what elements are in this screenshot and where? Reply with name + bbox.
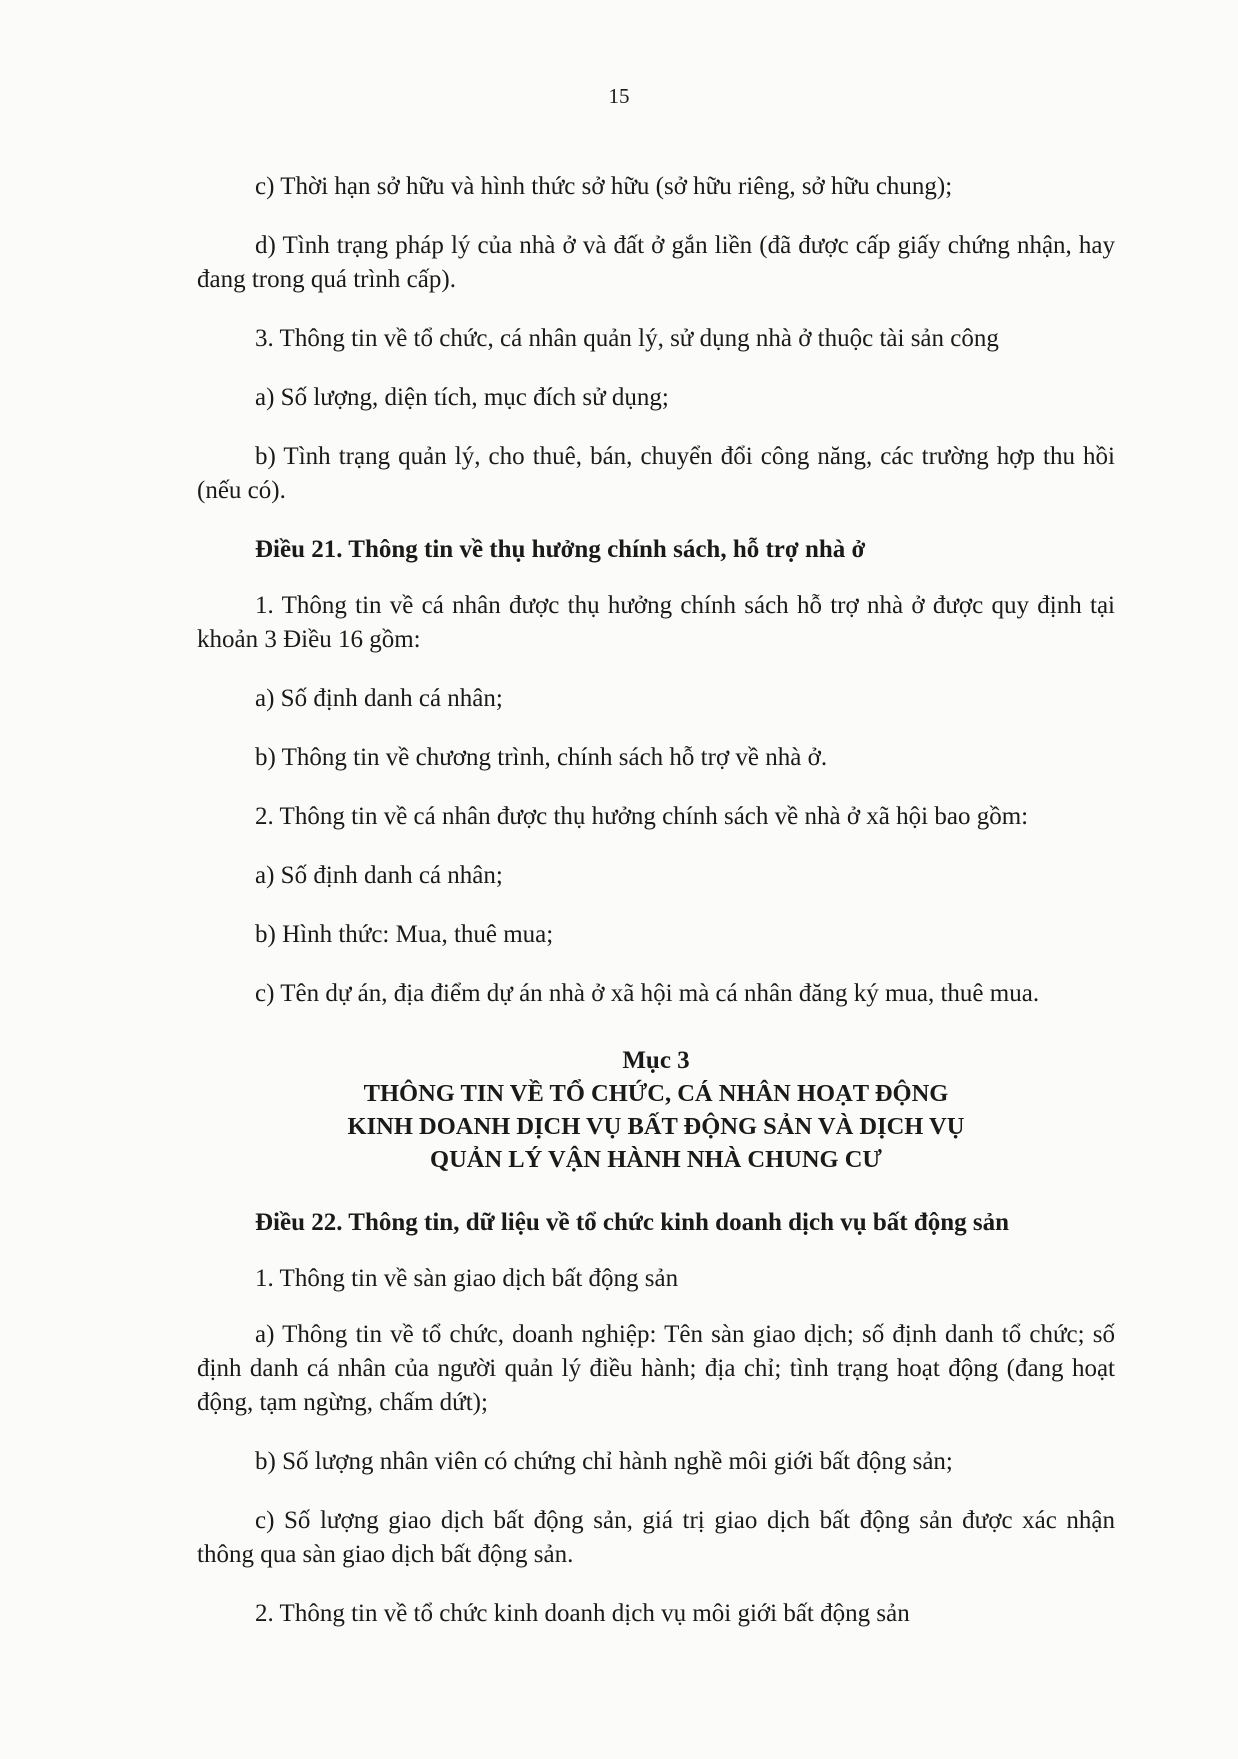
article-22-item-1c: c) Số lượng giao dịch bất động sản, giá trị giao dịch bất động sản được xác nhận thông qua sàn giao dịch bất động sản. (197, 1507, 1115, 1568)
section-title-line: KINH DOANH DỊCH VỤ BẤT ĐỘNG SẢN VÀ DỊCH VỤ (347, 1113, 965, 1140)
article-22-item-1b: b) Số lượng nhân viên có chứng chỉ hành nghề môi giới bất động sản; (255, 1448, 953, 1475)
article-21-item-1: 1. Thông tin về cá nhân được thụ hưởng chính sách hỗ trợ nhà ở được quy định tại khoản 3 Điều 16 gồm: (197, 592, 1115, 653)
document-body (197, 170, 1115, 1656)
article-22-item-2: 2. Thông tin về tổ chức kinh doanh dịch vụ môi giới bất động sản (255, 1600, 910, 1627)
article-21-item-1a: a) Số định danh cá nhân; (255, 685, 503, 712)
article-22-item-1a: a) Thông tin về tổ chức, doanh nghiệp: Tên sàn giao dịch; số định danh tổ chức; số định danh cá nhân của người quản lý điều hành; địa chỉ; tình trạng hoạt động (đang hoạt động, tạm ngừng, chấm dứt); (197, 1321, 1115, 1416)
page-number: 15 (608, 84, 630, 108)
article-21-item-1b: b) Thông tin về chương trình, chính sách hỗ trợ về nhà ở. (255, 744, 828, 771)
paragraph-management-status: b) Tình trạng quản lý, cho thuê, bán, chuyển đổi công năng, các trường hợp thu hồi (nếu có). (197, 443, 1115, 504)
section-label: Mục 3 (622, 1047, 690, 1074)
article-21-item-2a: a) Số định danh cá nhân; (255, 862, 503, 889)
article-21-item-2b: b) Hình thức: Mua, thuê mua; (255, 921, 554, 948)
paragraph-public-housing-info: 3. Thông tin về tổ chức, cá nhân quản lý, sử dụng nhà ở thuộc tài sản công (255, 325, 999, 352)
article-21-heading: Điều 21. Thông tin về thụ hưởng chính sách, hỗ trợ nhà ở (255, 536, 866, 563)
section-3-heading (197, 1044, 1115, 1176)
section-title-line: QUẢN LÝ VẬN HÀNH NHÀ CHUNG CƯ (430, 1146, 882, 1173)
paragraph-legal-status: d) Tình trạng pháp lý của nhà ở và đất ở gắn liền (đã được cấp giấy chứng nhận, hay đang trong quá trình cấp). (197, 232, 1115, 293)
article-22-heading: Điều 22. Thông tin, dữ liệu về tổ chức kinh doanh dịch vụ bất động sản (255, 1209, 1010, 1236)
article-21-item-2: 2. Thông tin về cá nhân được thụ hưởng chính sách về nhà ở xã hội bao gồm: (255, 803, 1029, 830)
article-22-item-1: 1. Thông tin về sàn giao dịch bất động sản (255, 1265, 679, 1292)
section-title (197, 1077, 1115, 1176)
paragraph-quantity-area: a) Số lượng, diện tích, mục đích sử dụng; (255, 384, 669, 411)
article-21-item-2c: c) Tên dự án, địa điểm dự án nhà ở xã hội mà cá nhân đăng ký mua, thuê mua. (255, 980, 1040, 1007)
paragraph-ownership-term: c) Thời hạn sở hữu và hình thức sở hữu (sở hữu riêng, sở hữu chung); (255, 173, 953, 200)
section-title-line: THÔNG TIN VỀ TỔ CHỨC, CÁ NHÂN HOẠT ĐỘNG (363, 1080, 949, 1107)
